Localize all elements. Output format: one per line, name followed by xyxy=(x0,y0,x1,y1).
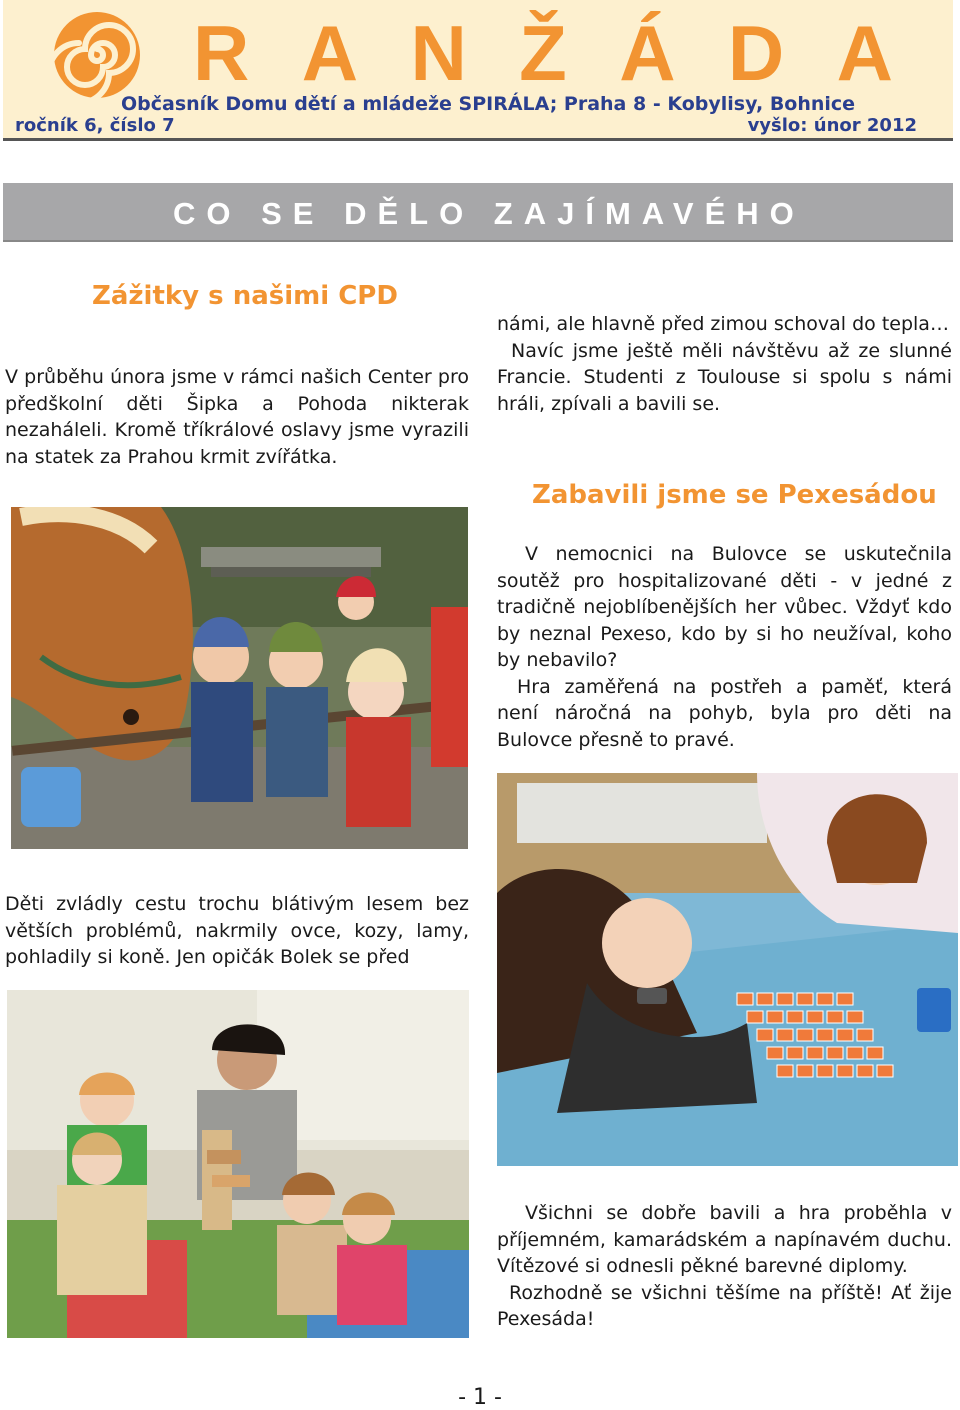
article-paragraph xyxy=(497,311,952,417)
pexeso-game-photo xyxy=(497,773,958,1166)
newsletter-title xyxy=(193,8,893,98)
section-header xyxy=(3,183,953,242)
title-letter: R xyxy=(193,9,250,97)
article-paragraph xyxy=(497,1200,952,1333)
title-letter: D xyxy=(727,9,785,97)
section-title: CO SE DĚLO ZAJÍMAVÉHO xyxy=(173,196,805,231)
title-letter: A xyxy=(836,9,893,97)
article-intro: V průběhu února jsme v rámci našich Center pro předškolní děti Šipka a Pohoda nikterak nezaháleli. Kromě tříkrálové oslavy jsme vyrazili na statek za Prahou krmit zvířátka. xyxy=(5,366,469,468)
article-paragraph-text: Všichni se dobře bavili a hra proběhla v příjemném, kamarádském a napínavém duchu. Vítězové si odnesli pěkné barevné diplomy. xyxy=(497,1202,952,1277)
page-number: - 1 - xyxy=(458,1385,502,1410)
farm-visit-photo xyxy=(11,507,468,849)
issue-number: ročník 6, číslo 7 xyxy=(15,115,175,136)
article-paragraph xyxy=(497,541,952,753)
article-heading: Zážitky s našimi CPD xyxy=(92,281,398,311)
article-paragraph xyxy=(5,891,469,971)
spiral-logo-icon xyxy=(51,10,147,104)
title-letter: A xyxy=(301,9,359,97)
title-letter: Á xyxy=(619,9,676,97)
title-letter: N xyxy=(410,9,467,97)
issue-date: vyšlo: únor 2012 xyxy=(747,115,917,136)
title-letter: Ž xyxy=(519,9,567,97)
article-paragraph-text: Rozhodně se všichni těšíme na příště! Ať žije Pexesáda! xyxy=(497,1281,952,1330)
masthead xyxy=(3,0,953,141)
article-paragraph-text: V nemocnici na Bulovce se uskutečnila soutěž pro hospitalizované děti - v jedné z tradičně nejoblíbenějších her vůbec. Vždyť kdo by neznal Pexeso, kdo by si ho neužíval, koho by nebavilo? xyxy=(497,543,952,671)
block-play-photo xyxy=(7,990,469,1338)
masthead-subtitle: Občasník Domu dětí a mládeže SPIRÁLA; Praha 8 - Kobylisy, Bohnice xyxy=(121,93,856,115)
article-paragraph-text: Hra zaměřená na postřeh a paměť, která není náročná na pohyb, byla pro děti na Bulovce přesně to pravé. xyxy=(497,675,952,751)
article-paragraph xyxy=(5,364,469,470)
article-continued: Navíc jsme ještě měli návštěvu až ze slunné Francie. Studenti z Toulouse si spolu s námi hráli, zpívali a bavili se. xyxy=(497,339,952,415)
article-middle: Děti zvládly cestu trochu blátivým lesem bez větších problémů, nakrmily ovce, kozy, lamy, pohladily si koně. Jen opičák Bolek se před xyxy=(5,893,469,968)
article-continued: námi, ale hlavně před zimou schoval do tepla… xyxy=(497,313,949,335)
article-heading: Zabavili jsme se Pexesádou xyxy=(532,480,937,510)
